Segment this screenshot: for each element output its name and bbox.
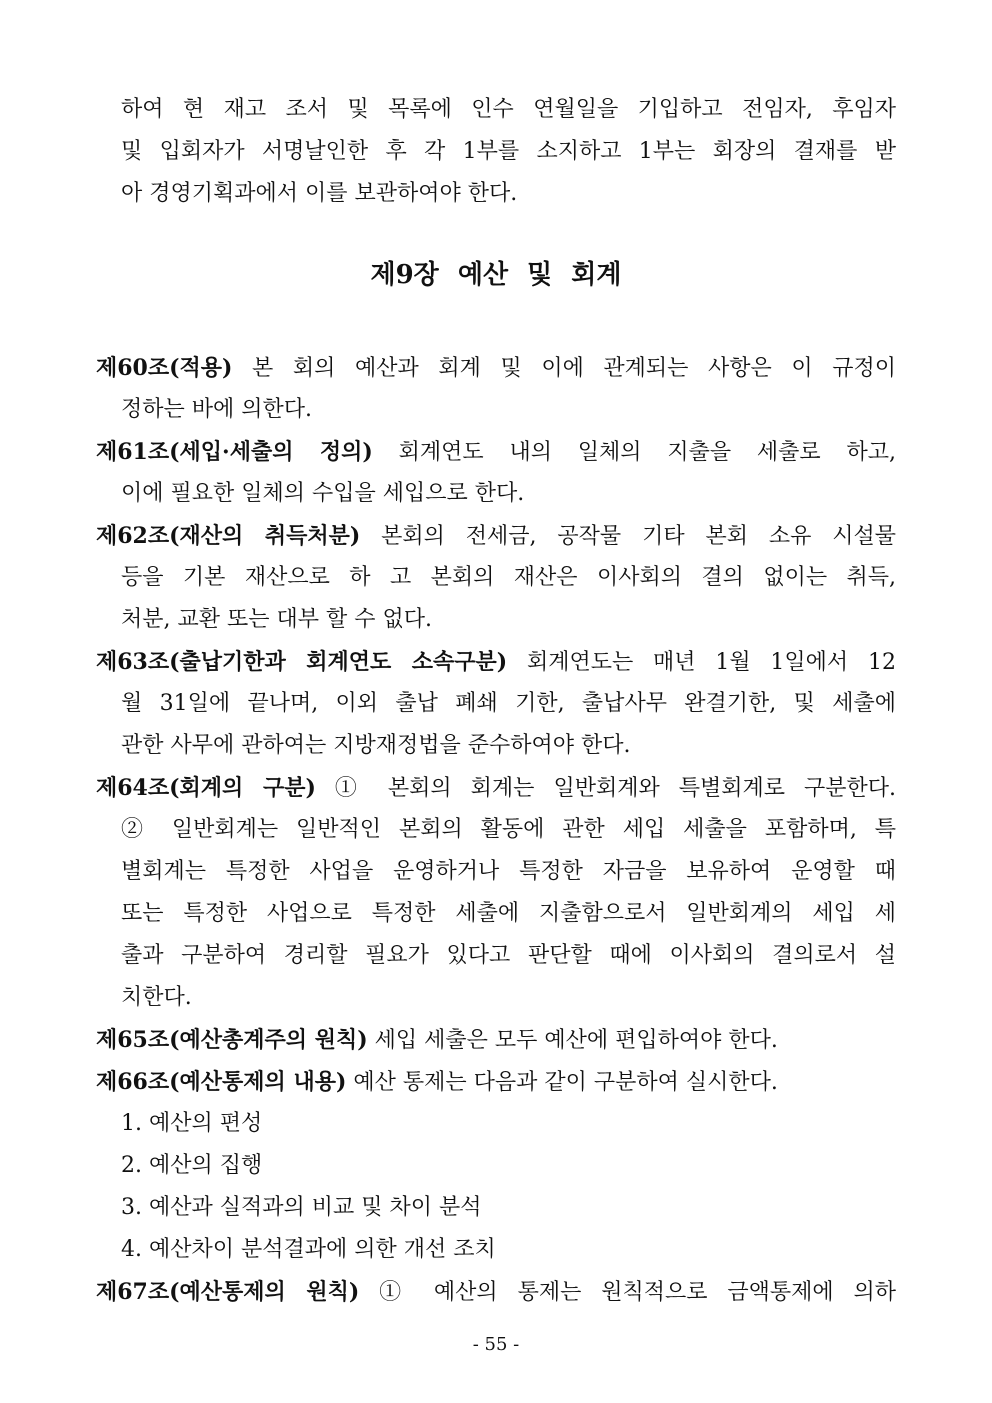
intro-line: 아 경영기획과에서 이를 보관하여야 한다. (121, 181, 518, 206)
article-heading: 제67조(예산통제의 원칙) (96, 1279, 360, 1305)
article-heading: 제60조(적용) (96, 355, 233, 381)
list-item: 2. 예산의 집행 (121, 1153, 263, 1178)
article-64-line: 또는 특정한 사업으로 특정한 세출에 지출함으로서 일반회계의 세입 세 (121, 901, 896, 926)
article-64-line: 출과 구분하여 경리할 필요가 있다고 판단할 때에 이사회의 결의로서 설 (121, 943, 896, 968)
article-text: 회계연도 내의 일체의 지출을 세출로 하고, (372, 440, 896, 465)
article-63-line: 관한 사무에 관하여는 지방재정법을 준수하여야 한다. (121, 733, 631, 758)
article-64-line: 별회계는 특정한 사업을 운영하거나 특정한 자금을 보유하여 운영할 때 (121, 859, 896, 884)
article-text: 본 회의 예산과 회계 및 이에 관계되는 사항은 이 규정이 (232, 356, 896, 381)
article-62-line: 등을 기본 재산으로 하 고 본회의 재산은 이사회의 결의 없이는 취득, (121, 565, 896, 590)
article-63-line: 월 31일에 끝나며, 이외 출납 폐쇄 기한, 출납사무 완결기한, 및 세출에 (121, 691, 896, 716)
article-61-line: 이에 필요한 일체의 수입을 세입으로 한다. (121, 481, 525, 506)
article-heading: 제65조(예산총계주의 원칙) (96, 1027, 368, 1053)
article-text: 예산 통제는 다음과 같이 구분하여 실시한다. (346, 1070, 778, 1095)
article-60-line: 정하는 바에 의한다. (121, 397, 312, 422)
article-65-line (96, 1026, 896, 1056)
intro-line: 및 입회자가 서명날인한 후 각 1부를 소지하고 1부는 회장의 결재를 받 (121, 139, 896, 164)
chapter-title: 제9장 예산 및 회계 (370, 260, 622, 290)
article-text: ① 본회의 회계는 일반회계와 특별회계로 구분한다. (315, 776, 896, 801)
page-number: - 55 - (472, 1334, 520, 1355)
article-text: ① 예산의 통제는 원칙적으로 금액통제에 의하 (359, 1280, 896, 1305)
article-text: 회계연도는 매년 1월 1일에서 12 (507, 650, 896, 675)
article-heading: 제64조(회계의 구분) (96, 775, 316, 801)
article-64-line: ② 일반회계는 일반적인 본회의 활동에 관한 세입 세출을 포함하며, 특 (121, 817, 896, 842)
list-item: 4. 예산차이 분석결과에 의한 개선 조치 (121, 1237, 496, 1262)
article-heading: 제61조(세입·세출의 정의) (96, 439, 373, 465)
article-heading: 제63조(출납기한과 회계연도 소속구분) (96, 649, 508, 675)
article-66-line (96, 1068, 896, 1098)
list-item: 1. 예산의 편성 (121, 1111, 263, 1136)
article-62-line: 처분, 교환 또는 대부 할 수 없다. (121, 607, 432, 632)
article-61-line (96, 438, 896, 468)
article-64-line (96, 774, 896, 804)
article-62-line (96, 522, 896, 552)
article-text: 본회의 전세금, 공작물 기타 본회 소유 시설물 (360, 524, 896, 549)
article-67-line (96, 1278, 896, 1308)
article-text: 세입 세출은 모두 예산에 편입하여야 한다. (367, 1028, 778, 1053)
article-heading: 제62조(재산의 취득처분) (96, 523, 361, 549)
article-63-line (96, 648, 896, 678)
article-64-line: 치한다. (121, 985, 192, 1010)
article-heading: 제66조(예산통제의 내용) (96, 1069, 347, 1095)
list-item: 3. 예산과 실적과의 비교 및 차이 분석 (121, 1195, 482, 1220)
article-60-line (96, 354, 896, 384)
intro-line: 하여 현 재고 조서 및 목록에 인수 연월일을 기입하고 전임자, 후임자 (121, 97, 896, 122)
